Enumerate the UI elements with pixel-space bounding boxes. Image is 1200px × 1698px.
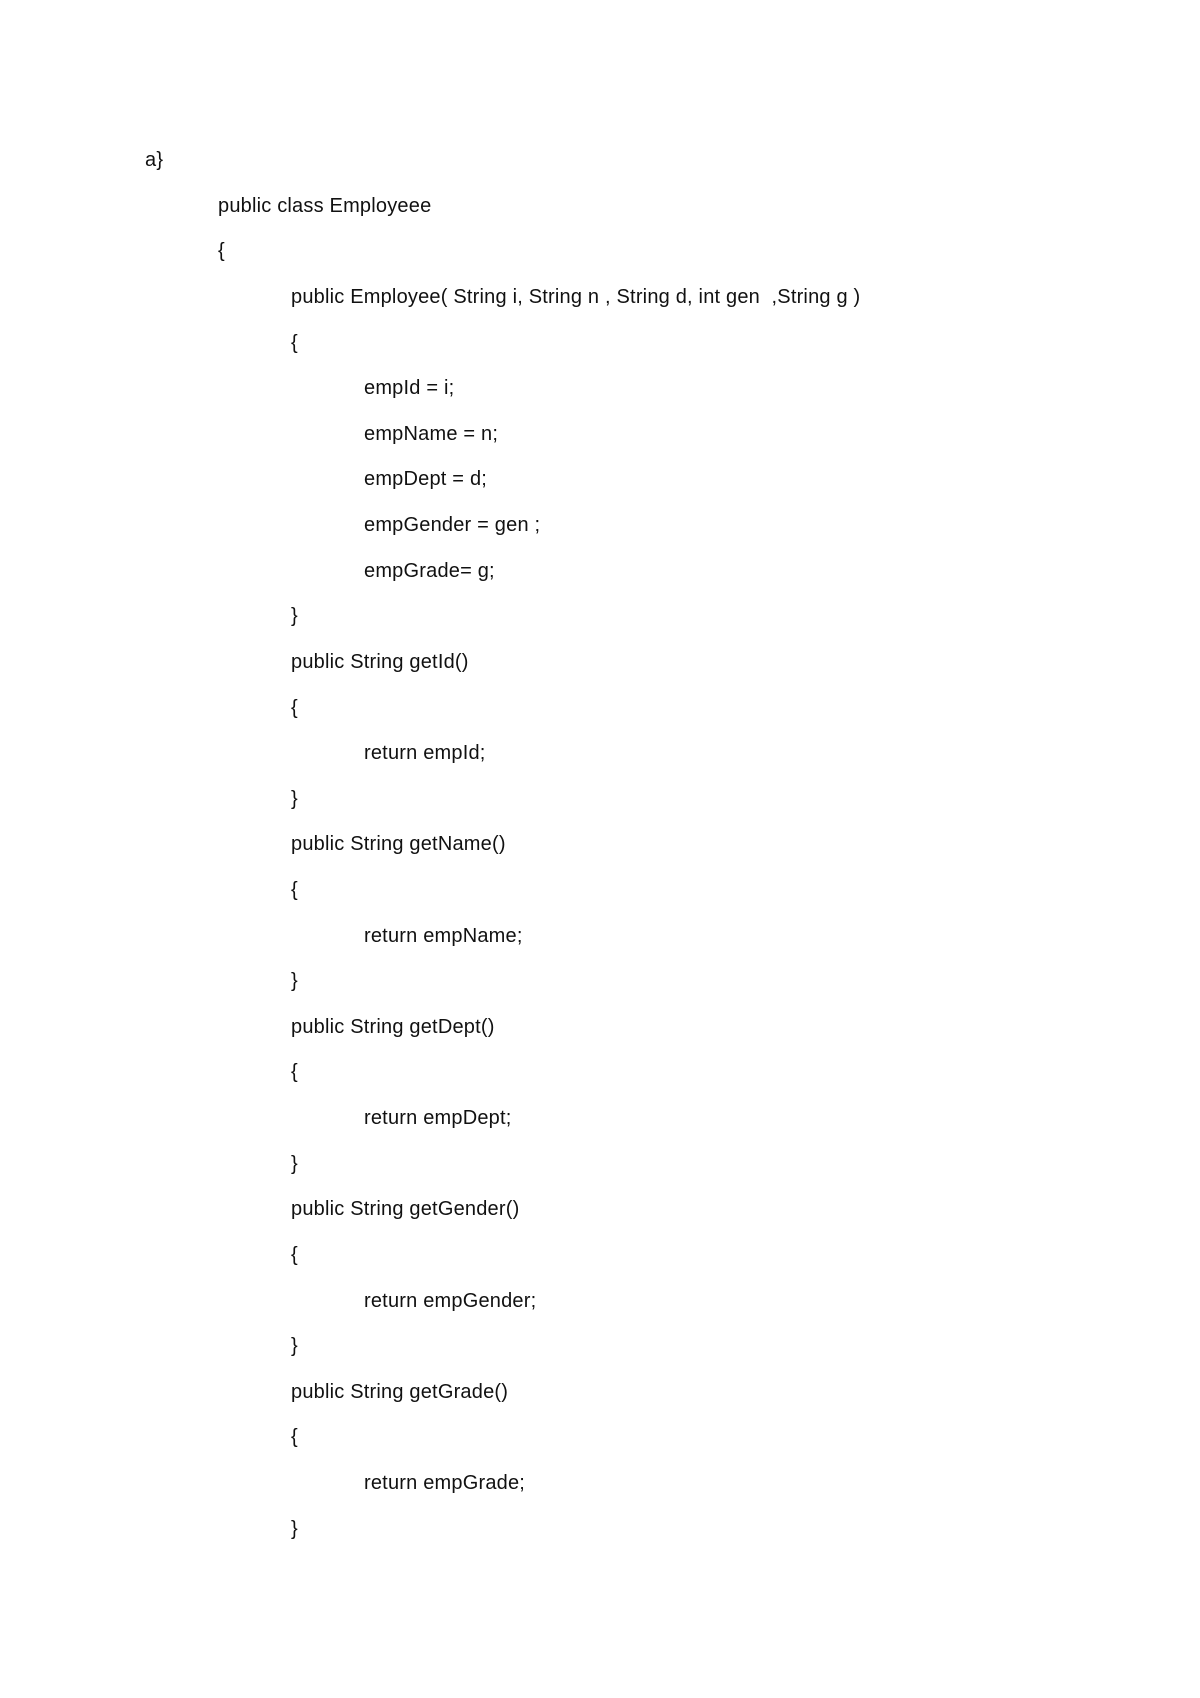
section-label: a} bbox=[145, 149, 164, 171]
code-line-getdept-signature: public String getDept() bbox=[291, 1016, 495, 1038]
code-line-assign-name: empName = n; bbox=[364, 423, 499, 445]
code-line-getname-open-brace: { bbox=[291, 879, 298, 901]
code-line-getid-return: return empId; bbox=[364, 742, 486, 764]
code-line-getgender-open-brace: { bbox=[291, 1244, 298, 1266]
code-line-getgrade-close-brace: } bbox=[291, 1518, 298, 1540]
code-line-getname-return: return empName; bbox=[364, 925, 523, 947]
code-line-getgrade-signature: public String getGrade() bbox=[291, 1381, 509, 1403]
code-line-getid-close-brace: } bbox=[291, 788, 298, 810]
code-line-getdept-close-brace: } bbox=[291, 1153, 298, 1175]
code-line-getid-signature: public String getId() bbox=[291, 651, 469, 673]
code-line-assign-gender: empGender = gen ; bbox=[364, 514, 541, 536]
code-line-getgrade-open-brace: { bbox=[291, 1426, 298, 1448]
code-line-assign-grade: empGrade= g; bbox=[364, 560, 495, 582]
code-line-assign-id: empId = i; bbox=[364, 377, 455, 399]
code-line-constructor-close-brace: } bbox=[291, 605, 298, 627]
code-line-constructor: public Employee( String i, String n , String d, int gen ,String g ) bbox=[291, 286, 861, 308]
code-line-getgender-signature: public String getGender() bbox=[291, 1198, 520, 1220]
code-line-assign-dept: empDept = d; bbox=[364, 468, 488, 490]
code-line-constructor-open-brace: { bbox=[291, 332, 298, 354]
code-line-getgender-return: return empGender; bbox=[364, 1290, 537, 1312]
code-line-getdept-return: return empDept; bbox=[364, 1107, 512, 1129]
code-line-class-declaration: public class Employeee bbox=[218, 195, 432, 217]
code-line-class-open-brace: { bbox=[218, 240, 225, 262]
code-line-getname-signature: public String getName() bbox=[291, 833, 506, 855]
code-line-getid-open-brace: { bbox=[291, 697, 298, 719]
code-line-getgender-close-brace: } bbox=[291, 1335, 298, 1357]
code-line-getname-close-brace: } bbox=[291, 970, 298, 992]
code-line-getdept-open-brace: { bbox=[291, 1061, 298, 1083]
code-line-getgrade-return: return empGrade; bbox=[364, 1472, 526, 1494]
